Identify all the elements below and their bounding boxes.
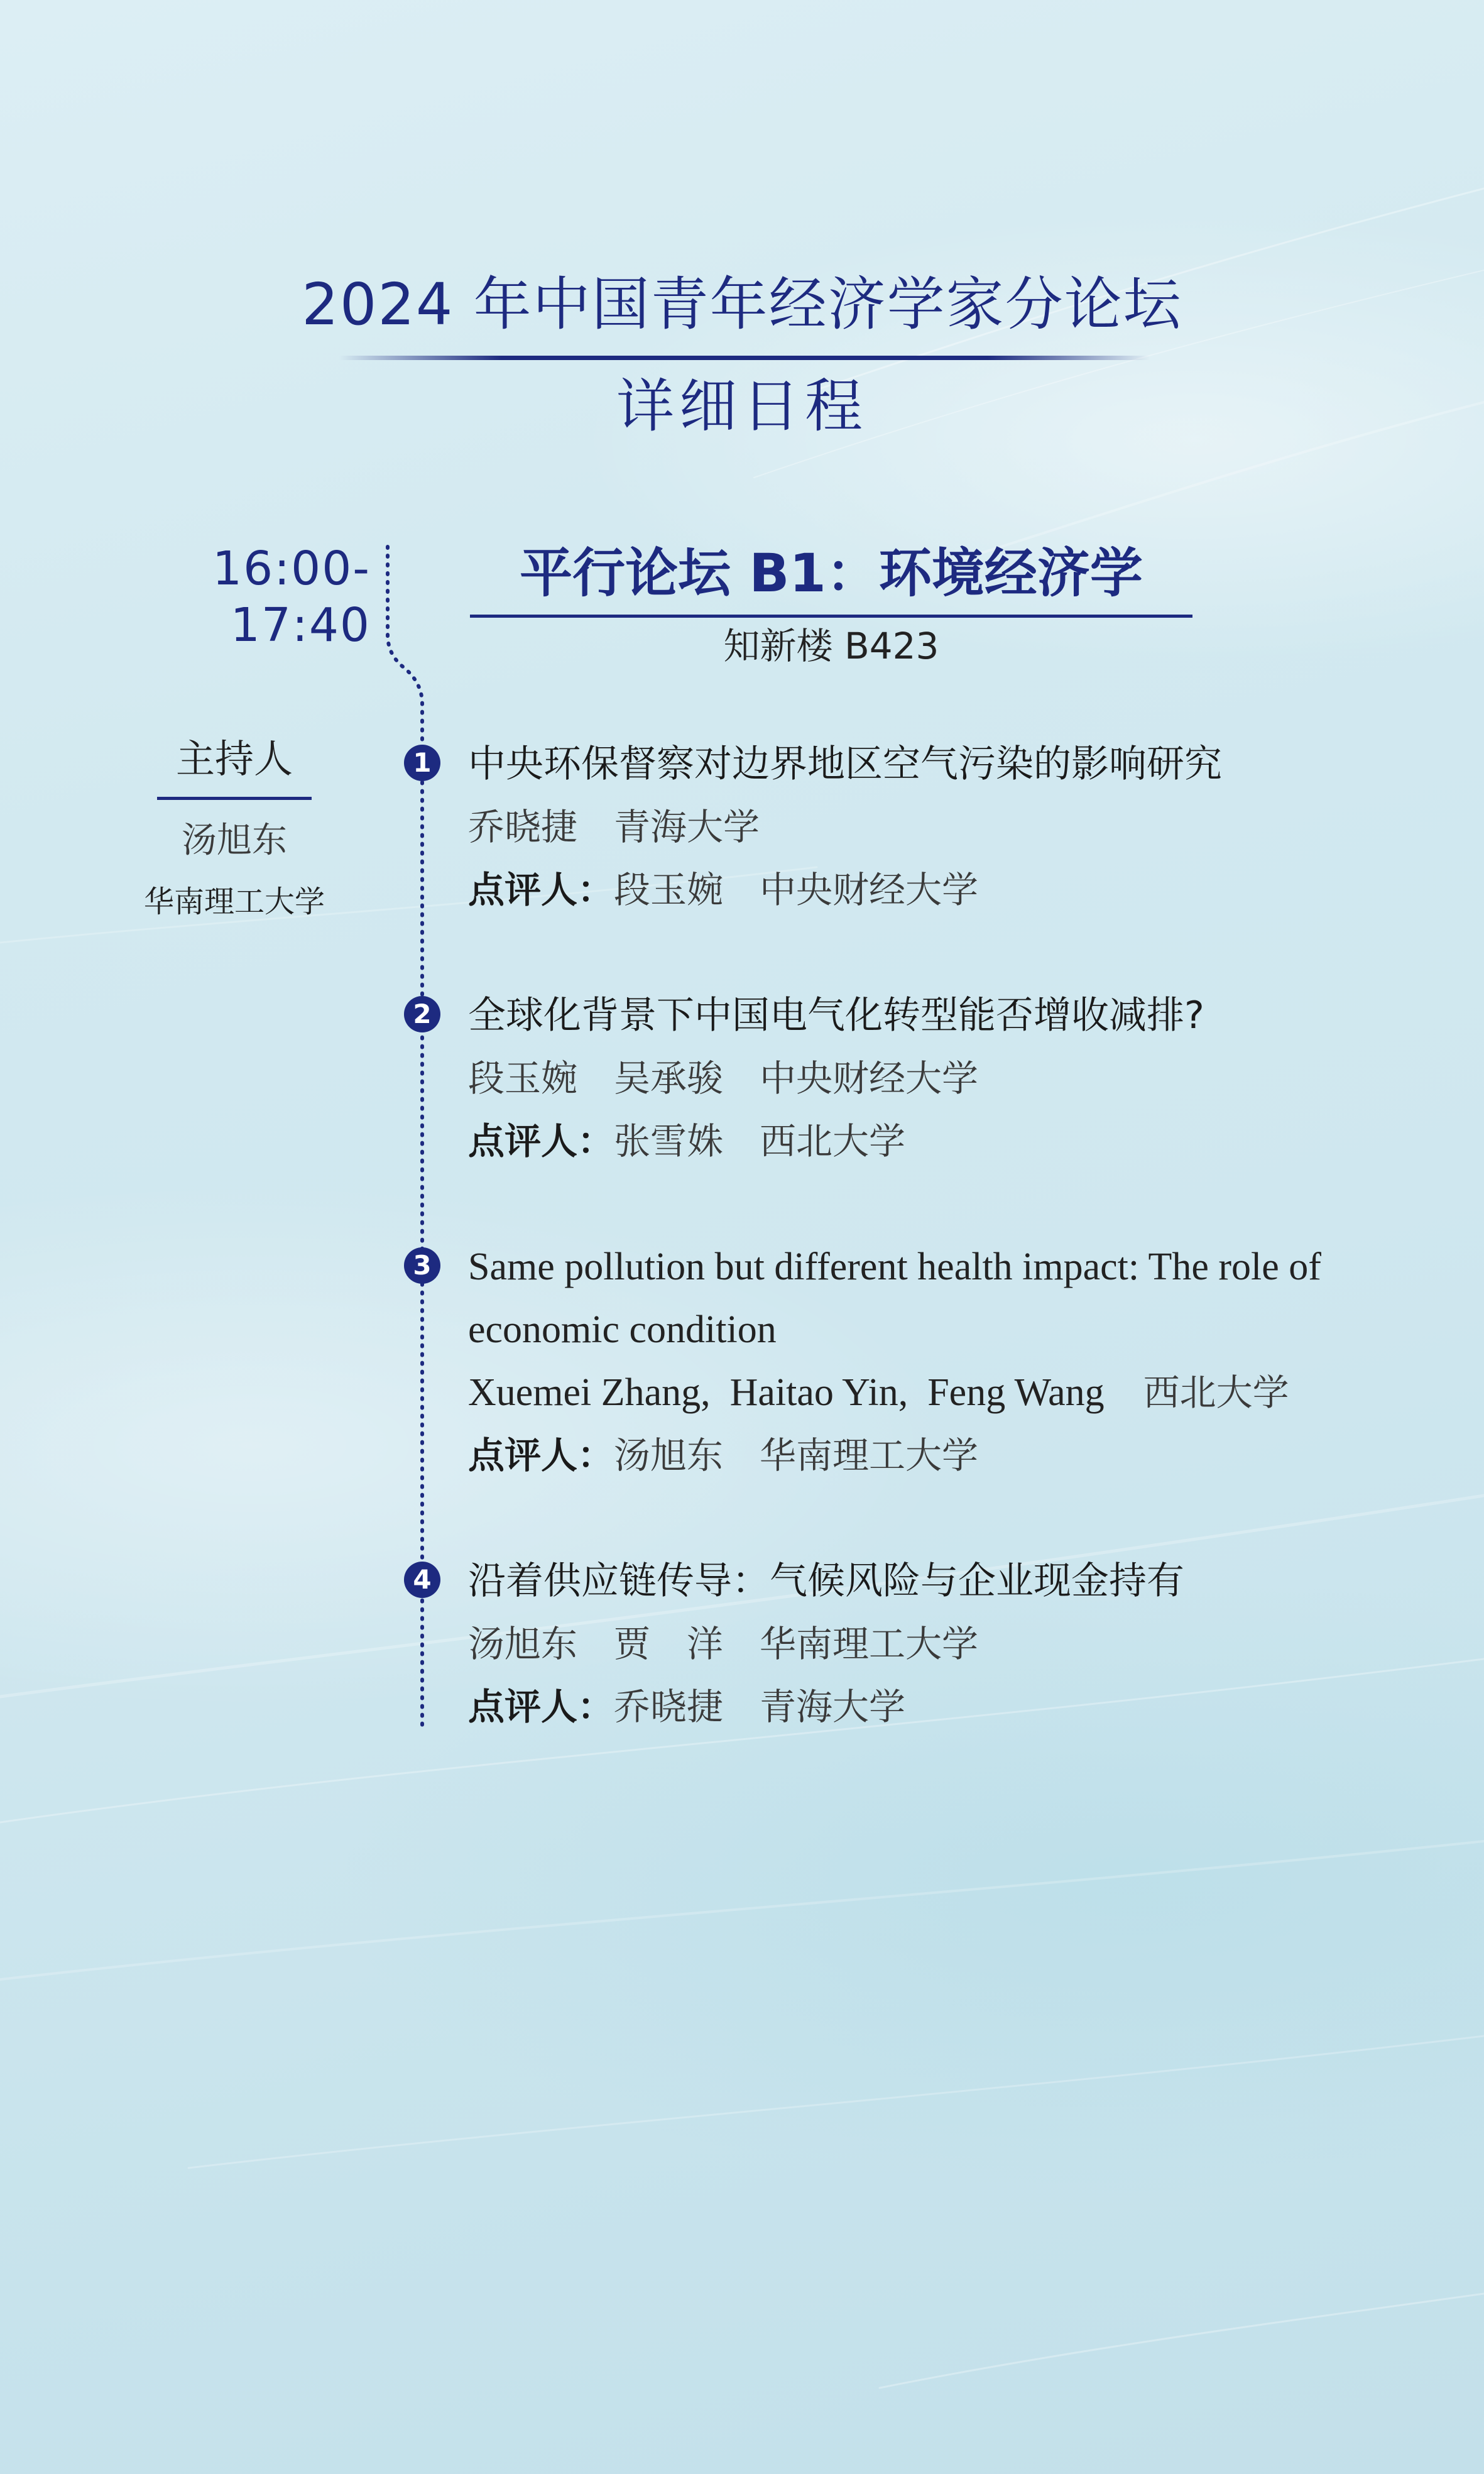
talk-2-discussant <box>468 1110 1410 1173</box>
session-venue: 知新楼 B423 <box>723 625 939 667</box>
talk-3-title-line-2: economic condition <box>468 1308 777 1351</box>
talk-2-title: 全球化背景下中国电气化转型能否增收减排? <box>468 993 1204 1037</box>
talk-3-author-names: Xuemei Zhang, Haitao Yin, Feng Wang <box>468 1371 1105 1414</box>
host-affiliation: 华南理工大学 <box>143 884 325 919</box>
host-label: 主持人 <box>175 736 293 782</box>
talk-3-authors <box>468 1361 1410 1424</box>
talk-1-title: 中央环保督察对边界地区空气污染的影响研究 <box>468 742 1222 786</box>
discussant-label: 点评人： <box>468 1120 614 1163</box>
talk-3-discussant <box>468 1424 1410 1487</box>
talk-1-discussant-name: 段玉婉 中央财经大学 <box>614 868 979 911</box>
talk-1-discussant <box>468 858 1410 921</box>
talk-3-discussant-name: 汤旭东 华南理工大学 <box>614 1434 979 1477</box>
talk-3-number-badge: 3 <box>404 1247 440 1284</box>
talk-2-discussant-name: 张雪姝 西北大学 <box>614 1120 906 1163</box>
page-subtitle: 详细日程 <box>616 373 868 440</box>
talk-4-discussant <box>468 1675 1410 1738</box>
host-name: 汤旭东 <box>182 820 287 861</box>
session-time: 16:00-17:40 <box>212 542 371 652</box>
discussant-label: 点评人： <box>468 1434 614 1477</box>
talk-4-authors: 汤旭东 贾 洋 华南理工大学 <box>468 1623 979 1665</box>
talk-1-number-badge: 1 <box>404 745 440 781</box>
discussant-label: 点评人： <box>468 868 614 911</box>
discussant-label: 点评人： <box>468 1685 614 1728</box>
talk-4-title: 沿着供应链传导：气候风险与企业现金持有 <box>468 1559 1184 1603</box>
session-title: 平行论坛 B1：环境经济学 <box>520 542 1143 604</box>
talk-3-title-line-1: Same pollution but different health impact: The role of <box>468 1245 1321 1288</box>
talk-4-number-badge: 4 <box>404 1562 440 1598</box>
page-title: 2024 年中国青年经济学家分论坛 <box>302 271 1182 338</box>
talk-2-number-badge: 2 <box>404 996 440 1032</box>
talk-4-discussant-name: 乔晓捷 青海大学 <box>614 1685 906 1728</box>
talk-3-affiliation: 西北大学 <box>1143 1371 1289 1414</box>
talk-2-authors: 段玉婉 吴承骏 中央财经大学 <box>468 1057 979 1100</box>
talk-1-authors: 乔晓捷 青海大学 <box>468 806 760 848</box>
